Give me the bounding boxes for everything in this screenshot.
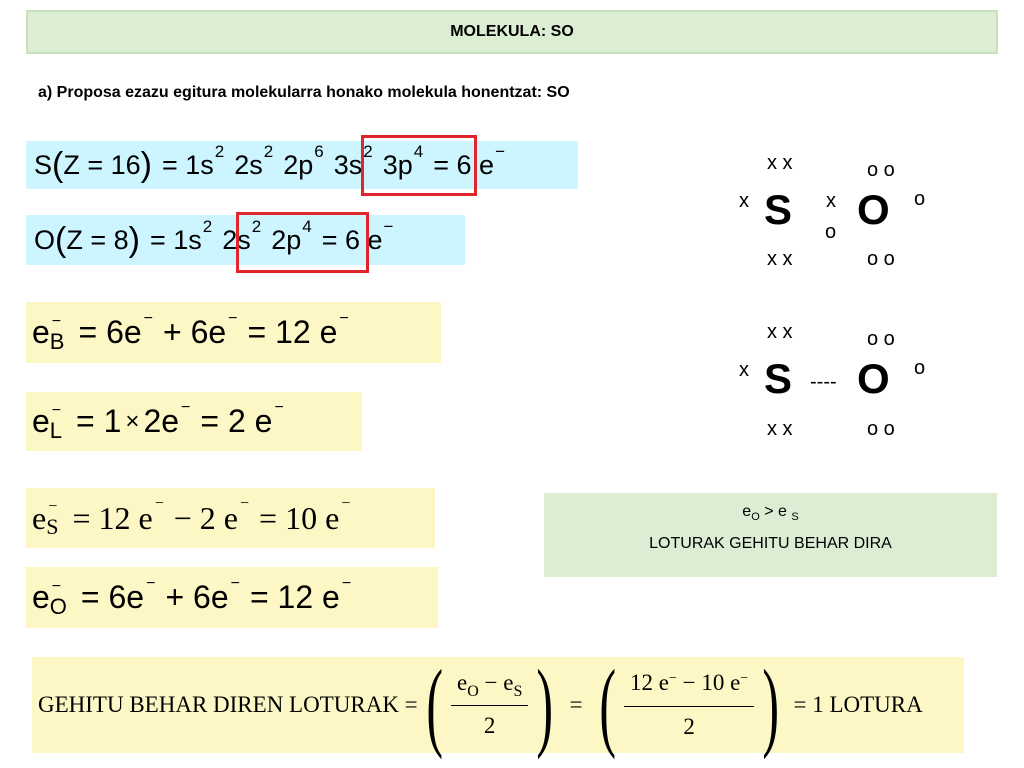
comparison-box [544,493,997,577]
eB-sub: B [49,328,65,354]
lewis1-s-right-electron: x [826,190,836,212]
eB-rhs2: + 6e [163,314,227,350]
o-1s-exp: 2 [202,217,213,236]
question-text: a) Proposa ezazu egitura molekularra honako molekula honentzat: SO [38,84,570,101]
eB-rhs1: = 6e [78,314,142,350]
eL-sub: L [49,417,63,443]
eL-sup: − [51,401,62,419]
o-2p-exp: 4 [302,217,312,236]
paren-open-2: ( [598,649,616,760]
eL-rhs3: = 2 e [200,403,273,439]
lewis1-s-top-electrons: x x [767,152,793,174]
eS-m3: − [341,495,351,512]
paren-close-2: ) [762,649,780,760]
f1-e: e [456,670,468,695]
eB-e: e [32,314,50,350]
f2-op: − 10 e [676,669,741,695]
eO-e: e [32,579,50,615]
eS-e: e [32,499,47,536]
lewis1-s-left-electron: x [739,190,749,212]
fraction-2-numerator [624,664,754,707]
s-1s: = 1s [161,149,214,180]
cmp-gt: > e [759,503,792,520]
f1-op: − e [478,670,514,695]
eL-times: × [125,407,140,435]
slide-title-text: MOLEKULA: SO [450,23,574,40]
eL-m1: − [181,398,191,416]
eL-m2: − [274,398,284,416]
f1-sub-s: S [513,683,523,700]
lewis2-bond: ---- [810,371,837,393]
eB-m2: − [228,309,238,327]
paren-close: ) [128,220,140,259]
fraction-2-denominator: 2 [683,713,695,739]
eq-sulfur-electrons [26,488,435,548]
comparison-conclusion: LOTURAK GEHITU BEHAR DIRA [649,535,892,552]
f2-sup1: − [668,670,677,686]
eS-m1: − [154,495,164,512]
eL-e: e [32,403,50,439]
lewis2-s-top-electrons: x x [767,321,793,343]
s-3p: 3p [382,149,413,180]
s-3s: 3s [333,149,363,180]
lewis2-o-top-electrons: o o [867,328,895,350]
lewis2-s-left-electron: x [739,359,749,381]
o-2s-exp: 2 [251,217,262,236]
fraction-1-denominator: 2 [483,713,496,738]
o-2s: 2s [222,224,251,255]
eO-rhs2: + 6e [165,579,229,615]
eS-rhs3: = 10 e [259,499,340,536]
cmp-sub-o: O [751,511,760,523]
s-1s-exp: 2 [214,142,225,161]
s-2p: 2p [283,149,314,180]
eO-rhs3: = 12 e [249,579,340,615]
eB-m3: − [339,309,349,327]
paren-open: ( [52,145,64,184]
eq-oxygen-electrons [26,567,438,628]
eB-rhs3: = 12 e [247,314,338,350]
o-atomic-number: Z = 8 [66,224,129,255]
slide-title [26,10,998,54]
eS-sup: − [48,498,58,515]
o-valence-highlight [236,212,369,273]
eL-rhs1: = 1 [76,403,122,439]
fraction-1-numerator [451,664,528,706]
eO-sup: − [51,577,62,595]
o-symbol: O [34,224,56,255]
final-label: GEHITU BEHAR DIREN LOTURAK = [38,692,418,717]
fraction-1 [451,664,528,746]
lewis2-o-right-electron: o [914,357,926,379]
eB-m1: − [143,309,153,327]
s-2p-exp: 6 [314,142,324,161]
o-minus: − [383,217,394,236]
lewis1-sulfur: S [764,186,793,233]
final-result: = 1 LOTURA [793,692,923,717]
s-3s-exp: 2 [363,142,373,161]
paren-close: ) [536,649,554,760]
eS-sub: S [46,514,59,539]
lewis2-oxygen: O [857,355,890,402]
lewis2-sulfur: S [764,355,793,402]
o-valence-result: = 6 e [321,224,383,255]
eO-rhs1: = 6e [80,579,145,615]
lewis1-o-left-electron: o [825,221,837,243]
f2-a: 12 e [629,669,669,695]
eq-lone-electrons [26,392,362,451]
s-valence-highlight [361,135,477,196]
final-eq2: = [569,692,583,717]
cmp-sub-s: S [791,511,799,523]
paren-open: ( [426,649,443,760]
s-config-equation [26,141,578,189]
o-2p: 2p [271,224,302,255]
s-symbol: S [34,149,53,180]
s-3p-exp: 4 [413,142,424,161]
s-minus: − [495,142,506,161]
eS-m2: − [239,495,250,512]
eS-rhs1: = 12 e [72,499,153,536]
f2-sup2: − [740,670,749,686]
eO-m2: − [230,574,240,592]
lewis1-o-right-electron: o [914,188,926,210]
paren-close: ) [140,145,152,184]
cmp-e1: e [742,503,752,520]
lewis1-o-top-electrons: o o [867,159,895,181]
s-atomic-number: Z = 16 [63,149,141,180]
eO-m3: − [341,574,352,592]
f1-sub-o: O [467,683,479,700]
s-valence-result: = 6 e [433,149,495,180]
paren-open: ( [55,220,67,259]
eL-rhs2: 2e [143,403,180,439]
lewis1-o-bottom-electrons: o o [867,248,895,270]
eO-m1: − [146,574,156,592]
lewis2-s-bottom-electrons: x x [767,418,793,440]
fraction-2 [624,664,754,747]
o-1s: = 1s [149,224,202,255]
eO-sub: O [49,593,67,619]
eq-bonding-electrons [26,302,441,363]
lewis1-oxygen: O [857,186,890,233]
final-equation [32,649,964,760]
eS-rhs2: − 2 e [173,499,238,536]
eB-sup: − [51,312,62,330]
s-2s-exp: 2 [263,142,274,161]
lewis1-s-bottom-electrons: x x [767,248,793,270]
comparison-line [544,503,997,521]
lewis2-o-bottom-electrons: o o [867,418,895,440]
s-2s: 2s [234,149,263,180]
